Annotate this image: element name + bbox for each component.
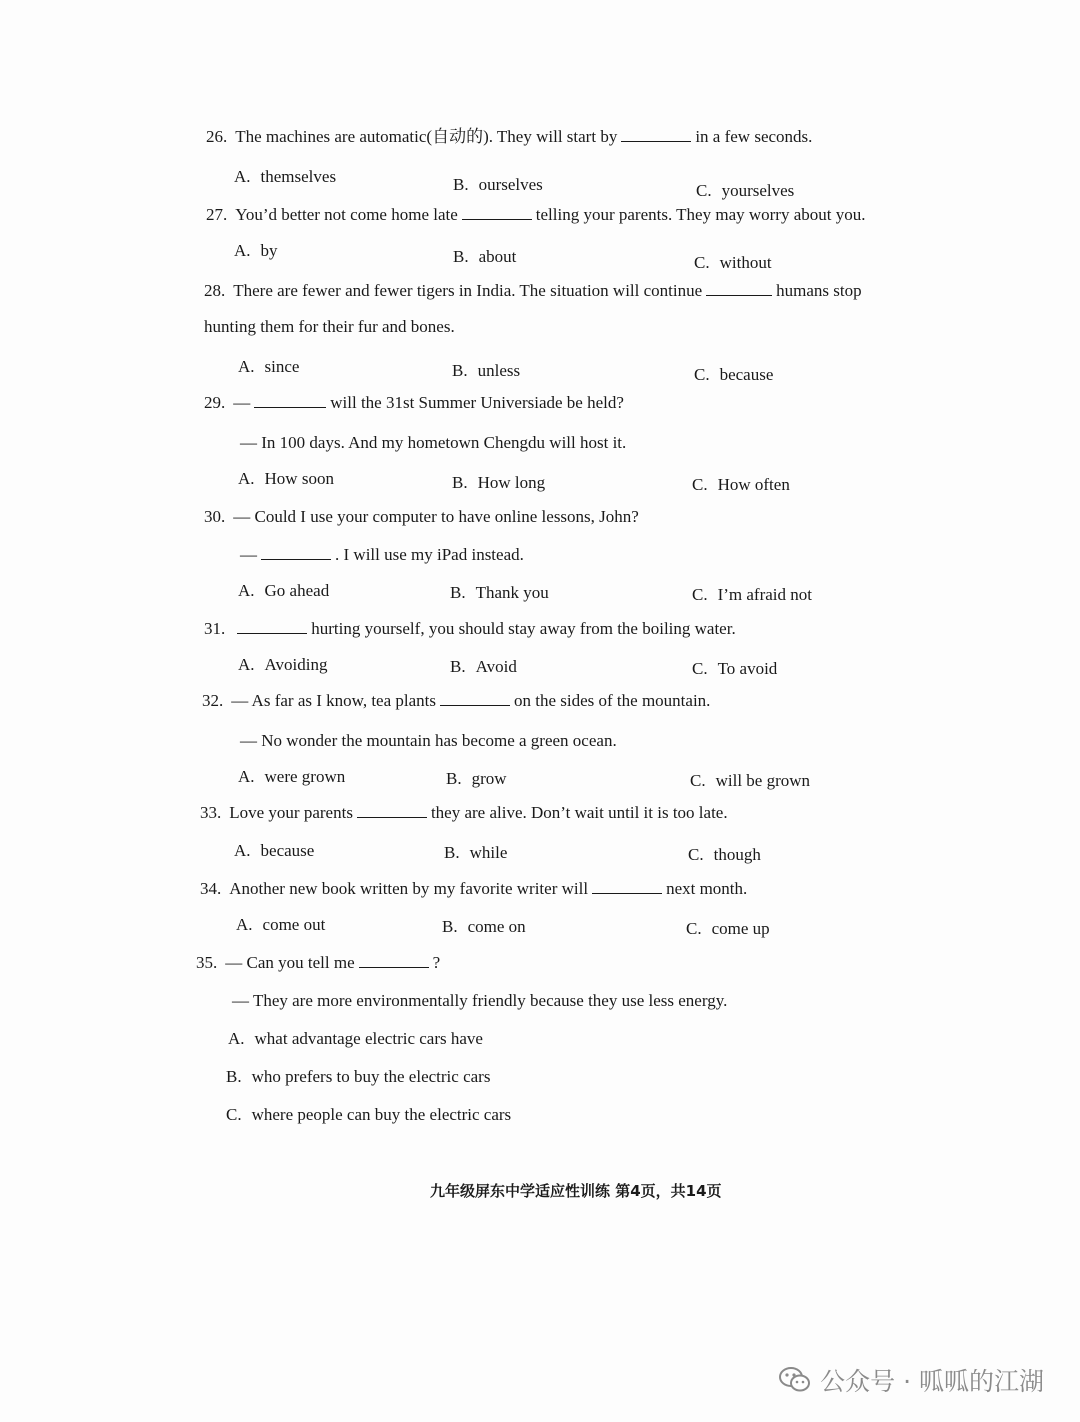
question-27-option-a: A. by xyxy=(234,241,278,260)
question-30-option-c: C. I’m afraid not xyxy=(692,585,812,604)
stem-text: ? xyxy=(432,953,441,972)
question-29-option-b: B. How long xyxy=(452,473,546,492)
stem-text: There are fewer and fewer tigers in India. The situation will continue xyxy=(233,281,703,300)
answer-blank xyxy=(440,691,510,706)
question-33-stem xyxy=(200,802,728,824)
answer-blank xyxy=(706,281,772,296)
question-31-option-b: B. Avoid xyxy=(450,657,517,676)
stem-text: hurting yourself, you should stay away from the boiling water. xyxy=(311,619,736,638)
question-26-stem xyxy=(206,126,812,148)
watermark-text: 公众号 · 呱呱的江湖 xyxy=(820,1367,1044,1396)
question-28-stem xyxy=(204,280,862,302)
question-30-option-a: A. Go ahead xyxy=(238,581,330,600)
stem-text: will the 31st Summer Universiade be held? xyxy=(330,393,624,412)
answer-blank xyxy=(592,879,662,894)
question-29-reply: — In 100 days. And my hometown Chengdu will host it. xyxy=(240,433,627,452)
page-footer: 九年级屏东中学适应性训练 第4页，共14页 xyxy=(430,1182,722,1200)
question-31-option-a: A. Avoiding xyxy=(238,655,328,674)
question-34-option-c: C. come up xyxy=(686,919,770,938)
question-34-option-b: B. come on xyxy=(442,917,526,936)
question-35-option-c: C. where people can buy the electric cars xyxy=(226,1105,512,1124)
answer-blank xyxy=(357,803,427,818)
stem-text: — Could I use your computer to have online lessons, John? xyxy=(233,507,639,526)
question-34-option-a: A. come out xyxy=(236,915,326,934)
question-26-option-b: B. ourselves xyxy=(453,175,543,194)
stem-text: they are alive. Don’t wait until it is too late. xyxy=(430,803,728,822)
question-34-stem xyxy=(200,878,747,900)
question-27-option-b: B. about xyxy=(453,247,517,266)
stem-text: on the sides of the mountain. xyxy=(514,691,711,710)
stem-text: You’d better not come home late xyxy=(235,205,458,224)
answer-blank xyxy=(261,545,331,560)
question-33-option-a: A. because xyxy=(234,841,315,860)
question-number: 32. xyxy=(202,691,224,710)
question-30-reply: — . I will use my iPad instead. xyxy=(240,545,524,564)
question-number: 26. xyxy=(206,127,228,146)
question-35-option-b: B. who prefers to buy the electric cars xyxy=(226,1067,491,1086)
question-33-option-b: B. while xyxy=(444,843,508,862)
question-30-option-b: B. Thank you xyxy=(450,583,549,602)
question-number: 28. xyxy=(204,281,226,300)
question-32-option-a: A. were grown xyxy=(238,767,346,786)
question-number: 35. xyxy=(196,953,218,972)
question-32-reply: — No wonder the mountain has become a green ocean. xyxy=(240,731,617,750)
wechat-icon xyxy=(778,1365,812,1395)
question-35-reply: — They are more environmentally friendly because they use less energy. xyxy=(232,991,728,1010)
question-28-option-c: C. because xyxy=(694,365,774,384)
stem-text: humans stop xyxy=(776,281,862,300)
question-27-stem xyxy=(206,204,865,226)
question-31-option-c: C. To avoid xyxy=(692,659,778,678)
stem-text: The machines are automatic(自动的). They will start by xyxy=(235,127,618,146)
question-number: 33. xyxy=(200,803,222,822)
question-31-stem xyxy=(204,618,736,640)
question-28-stem-line2: hunting them for their fur and bones. xyxy=(204,317,455,336)
question-28-option-a: A. since xyxy=(238,357,300,376)
answer-blank xyxy=(237,619,307,634)
question-number: 31. xyxy=(204,619,226,638)
question-27-option-c: C. without xyxy=(694,253,772,272)
question-32-stem xyxy=(202,690,710,712)
question-30-stem xyxy=(204,506,639,528)
answer-blank xyxy=(462,205,532,220)
question-32-option-b: B. grow xyxy=(446,769,507,788)
question-28-option-b: B. unless xyxy=(452,361,521,380)
question-26-option-c: C. yourselves xyxy=(696,181,795,200)
question-35-option-a: A. what advantage electric cars have xyxy=(228,1029,483,1048)
answer-blank xyxy=(359,953,429,968)
question-35-stem xyxy=(196,952,440,974)
question-29-stem: 29. — will the 31st Summer Universiade be held? xyxy=(204,393,624,412)
question-29-option-a: A. How soon xyxy=(238,469,334,488)
question-number: 34. xyxy=(200,879,222,898)
stem-text: — Can you tell me xyxy=(225,953,355,972)
watermark xyxy=(778,1362,1044,1398)
stem-text: in a few seconds. xyxy=(695,127,813,146)
answer-blank xyxy=(254,393,326,408)
answer-blank xyxy=(621,127,691,142)
stem-text: Another new book written by my favorite writer will xyxy=(229,879,589,898)
stem-text: telling your parents. They may worry about you. xyxy=(535,205,866,224)
question-33-option-c: C. though xyxy=(688,845,761,864)
question-29-option-c: C. How often xyxy=(692,475,790,494)
question-number: 27. xyxy=(206,205,228,224)
stem-text: next month. xyxy=(666,879,748,898)
stem-text: — As far as I know, tea plants xyxy=(231,691,436,710)
question-number: 29. xyxy=(204,393,226,412)
question-32-option-c: C. will be grown xyxy=(690,771,811,790)
question-26-option-a: A. themselves xyxy=(234,167,337,186)
question-number: 30. xyxy=(204,507,226,526)
stem-text: Love your parents xyxy=(229,803,353,822)
